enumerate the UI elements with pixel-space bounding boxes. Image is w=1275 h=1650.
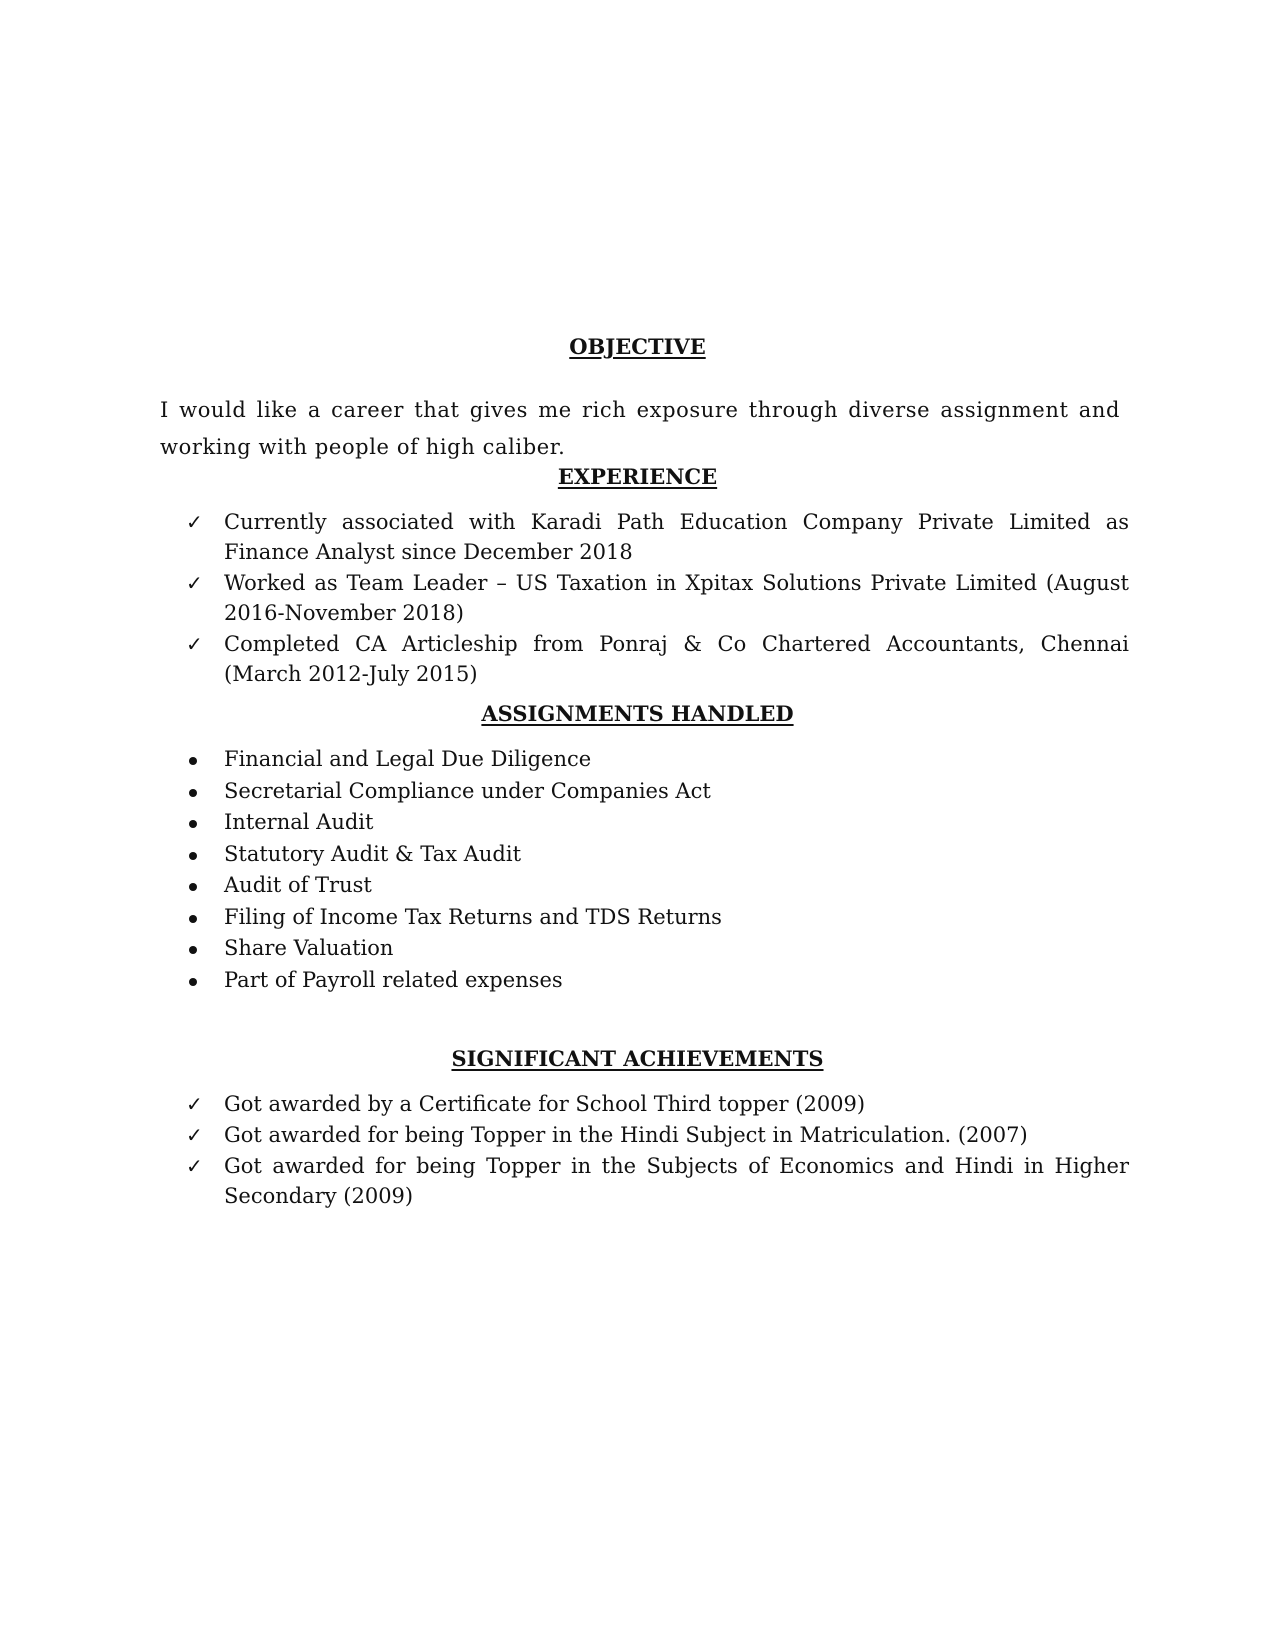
- assignments-heading: ASSIGNMENTS HANDLED: [481, 701, 794, 726]
- bullet-icon: [189, 978, 197, 986]
- achievement-item: [0, 1151, 1129, 1211]
- assignment-item: [0, 807, 1129, 839]
- bullet-icon: [189, 820, 197, 828]
- assignment-item: [0, 839, 1129, 871]
- assignment-item: [0, 965, 1129, 997]
- experience-item: [0, 507, 1129, 567]
- bullet-icon: [189, 757, 197, 765]
- achievement-item-text: Got awarded for being Topper in the Hindi Subject in Matriculation. (2007): [224, 1123, 1028, 1147]
- bullet-icon: [189, 883, 197, 891]
- achievement-item-text: Got awarded by a Certificate for School Third topper (2009): [224, 1092, 866, 1116]
- assignments-list: [0, 744, 1275, 996]
- assignment-item-text: Filing of Income Tax Returns and TDS Returns: [224, 904, 722, 929]
- assignment-item-text: Audit of Trust: [224, 873, 372, 897]
- assignment-item-text: Internal Audit: [224, 810, 374, 834]
- check-icon: ✓: [186, 632, 203, 656]
- experience-item: [0, 629, 1129, 689]
- check-icon: ✓: [186, 1092, 203, 1116]
- experience-item-text: Worked as Team Leader – US Taxation in Xpitax Solutions Private Limited (August 2016-November 2018): [224, 571, 1129, 625]
- objective-text: I would like a career that gives me rich exposure through diverse assignment and working with people of high caliber.: [160, 398, 1120, 459]
- check-icon: ✓: [186, 1123, 203, 1147]
- check-icon: ✓: [186, 510, 203, 534]
- achievement-item: [0, 1089, 1129, 1119]
- check-icon: ✓: [186, 571, 203, 595]
- assignment-item: [0, 933, 1129, 965]
- bullet-icon: [189, 946, 197, 954]
- bullet-icon: [189, 915, 197, 923]
- assignment-item: [0, 902, 1129, 934]
- assignment-item: [0, 776, 1129, 808]
- bullet-icon: [189, 852, 197, 860]
- assignment-item-text: Share Valuation: [224, 936, 394, 960]
- assignment-item-text: Statutory Audit & Tax Audit: [224, 841, 522, 866]
- experience-list: [0, 507, 1275, 689]
- experience-heading: EXPERIENCE: [557, 464, 718, 489]
- experience-item-text: Currently associated with Karadi Path Education Company Private Limited as Finance Analyst since December 2018: [224, 510, 1129, 564]
- assignment-item-text: Secretarial Compliance under Companies Act: [224, 778, 711, 803]
- achievements-list: [0, 1089, 1275, 1211]
- assignment-item: [0, 744, 1129, 776]
- achievements-heading: SIGNIFICANT ACHIEVEMENTS: [451, 1046, 824, 1071]
- assignment-item-text: Part of Payroll related expenses: [224, 967, 563, 992]
- bullet-icon: [189, 789, 197, 797]
- assignment-item: [0, 870, 1129, 902]
- assignment-item-text: Financial and Legal Due Diligence: [224, 747, 592, 771]
- check-icon: ✓: [186, 1154, 203, 1178]
- achievement-item: [0, 1120, 1129, 1150]
- achievement-item-text: Got awarded for being Topper in the Subjects of Economics and Hindi in Higher Secondary (2009): [224, 1154, 1129, 1208]
- experience-item: [0, 568, 1129, 628]
- experience-item-text: Completed CA Articleship from Ponraj & Co Chartered Accountants, Chennai (March 2012-July 2015): [224, 632, 1129, 686]
- objective-heading: OBJECTIVE: [569, 334, 706, 359]
